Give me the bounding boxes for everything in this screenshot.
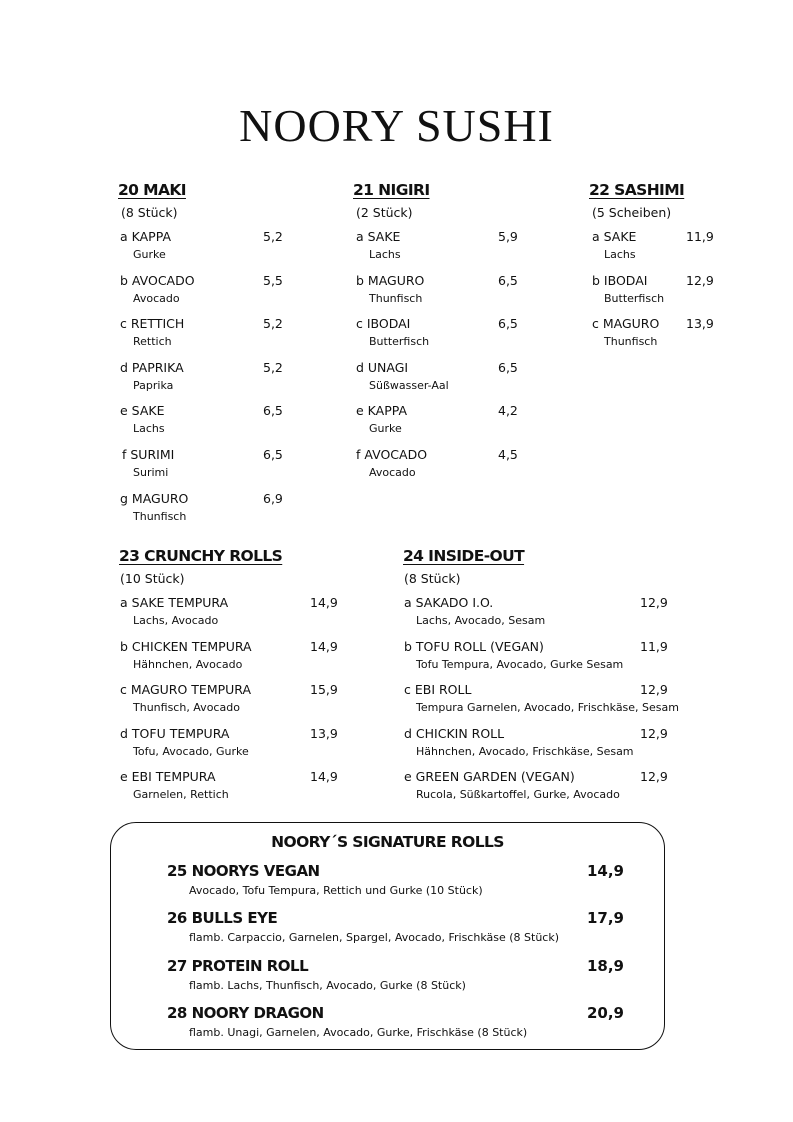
item-name: f AVOCADO bbox=[356, 446, 428, 462]
item-description: Avocado, Tofu Tempura, Rettich und Gurke (10 Stück) bbox=[189, 884, 483, 897]
item-name: c IBODAI bbox=[356, 316, 411, 332]
item-description: Butterfisch bbox=[604, 291, 665, 305]
signature-item bbox=[167, 862, 627, 898]
item-price: 6,9 bbox=[263, 490, 283, 506]
item-name: b TOFU ROLL (VEGAN) bbox=[404, 638, 544, 654]
item-name: e KAPPA bbox=[356, 403, 408, 419]
signature-item bbox=[167, 909, 627, 945]
item-description: Thunfisch bbox=[369, 291, 423, 305]
item-description: Gurke bbox=[369, 422, 402, 436]
item-price: 6,5 bbox=[263, 403, 283, 419]
item-description: Thunfisch bbox=[133, 509, 187, 523]
section-nigiri bbox=[353, 180, 533, 491]
item-price: 14,9 bbox=[310, 595, 338, 610]
item-description: Lachs, Avocado, Sesam bbox=[416, 614, 546, 627]
menu-item bbox=[589, 316, 769, 360]
menu-item bbox=[353, 273, 533, 317]
menu-item bbox=[353, 360, 533, 404]
item-price: 5,2 bbox=[263, 316, 283, 332]
item-price: 20,9 bbox=[586, 1004, 624, 1022]
item-name: a SAKADO I.O. bbox=[404, 595, 494, 610]
item-description: Tofu Tempura, Avocado, Gurke Sesam bbox=[416, 657, 624, 671]
menu-item bbox=[118, 316, 293, 360]
menu-item bbox=[403, 726, 703, 770]
section-inside-out bbox=[403, 546, 703, 813]
item-name: 27 PROTEIN ROLL bbox=[167, 957, 309, 975]
item-description: Lachs bbox=[133, 422, 165, 436]
item-price: 4,5 bbox=[498, 446, 518, 462]
section-maki bbox=[118, 180, 293, 534]
menu-item bbox=[119, 639, 349, 683]
menu-item bbox=[118, 447, 293, 491]
item-description: Hähnchen, Avocado, Frischkäse, Sesam bbox=[416, 744, 634, 758]
item-description: Lachs bbox=[604, 248, 636, 261]
item-price: 12,9 bbox=[640, 682, 668, 698]
item-name: d TOFU TEMPURA bbox=[120, 725, 230, 741]
item-price: 5,9 bbox=[498, 229, 518, 244]
item-name: e SAKE bbox=[120, 403, 165, 419]
menu-item bbox=[353, 403, 533, 447]
item-name: b IBODAI bbox=[592, 272, 648, 288]
signature-title: NOORY´S SIGNATURE ROLLS bbox=[271, 833, 504, 851]
item-price: 14,9 bbox=[310, 638, 338, 654]
item-name: c RETTICH bbox=[120, 316, 185, 332]
item-price: 11,9 bbox=[640, 638, 668, 654]
signature-item bbox=[167, 1004, 627, 1040]
item-price: 14,9 bbox=[310, 769, 338, 785]
item-name: c MAGURO bbox=[592, 316, 660, 332]
section-title: 23 CRUNCHY ROLLS bbox=[119, 547, 283, 565]
item-price: 12,9 bbox=[640, 769, 668, 785]
item-price: 18,9 bbox=[586, 957, 624, 975]
item-description: Gurke bbox=[133, 248, 166, 261]
item-name: e EBI TEMPURA bbox=[120, 769, 216, 785]
item-description: Surimi bbox=[133, 465, 169, 479]
section-title: 24 INSIDE-OUT bbox=[403, 547, 525, 565]
menu-item bbox=[353, 316, 533, 360]
page-title: NOORY SUSHI bbox=[239, 100, 554, 151]
item-description: Thunfisch bbox=[604, 335, 658, 349]
item-price: 5,2 bbox=[263, 229, 283, 244]
item-name: 25 NOORYS VEGAN bbox=[167, 862, 320, 880]
menu-item bbox=[118, 491, 293, 535]
item-name: 28 NOORY DRAGON bbox=[167, 1004, 324, 1022]
menu-item bbox=[353, 229, 533, 273]
item-name: d UNAGI bbox=[356, 359, 409, 375]
item-description: Lachs, Avocado bbox=[133, 614, 219, 627]
item-price: 15,9 bbox=[310, 682, 338, 698]
item-description: Tofu, Avocado, Gurke bbox=[133, 744, 249, 758]
menu-item bbox=[118, 273, 293, 317]
menu-item bbox=[119, 682, 349, 726]
menu-item bbox=[403, 769, 703, 813]
item-price: 6,5 bbox=[498, 316, 518, 332]
item-description: Avocado bbox=[133, 291, 180, 305]
item-description: Lachs bbox=[369, 248, 401, 261]
item-name: 26 BULLS EYE bbox=[167, 909, 278, 927]
item-price: 17,9 bbox=[586, 909, 624, 927]
item-price: 11,9 bbox=[686, 229, 714, 244]
item-description: Rettich bbox=[133, 335, 172, 349]
item-name: f SURIMI bbox=[122, 446, 175, 462]
item-name: b MAGURO bbox=[356, 272, 425, 288]
section-title: 22 SASHIMI bbox=[589, 181, 685, 199]
section-sashimi bbox=[589, 180, 769, 360]
item-description: Tempura Garnelen, Avocado, Frischkäse, Sesam bbox=[416, 701, 679, 715]
item-name: d PAPRIKA bbox=[120, 359, 184, 375]
menu-item bbox=[403, 682, 703, 726]
item-price: 13,9 bbox=[310, 725, 338, 741]
item-price: 5,5 bbox=[263, 272, 283, 288]
item-price: 14,9 bbox=[586, 862, 624, 880]
section-subtitle: (5 Scheiben) bbox=[592, 205, 672, 220]
section-subtitle: (8 Stück) bbox=[404, 571, 461, 586]
item-description: flamb. Unagi, Garnelen, Avocado, Gurke, Frischkäse (8 Stück) bbox=[189, 1026, 528, 1039]
item-name: b AVOCADO bbox=[120, 272, 195, 288]
item-description: flamb. Carpaccio, Garnelen, Spargel, Avocado, Frischkäse (8 Stück) bbox=[189, 931, 560, 944]
item-description: Hähnchen, Avocado bbox=[133, 657, 243, 671]
item-name: a KAPPA bbox=[120, 229, 171, 244]
menu-item bbox=[403, 595, 703, 639]
signature-rolls-box bbox=[110, 822, 665, 1050]
section-title: 20 MAKI bbox=[118, 181, 186, 199]
item-name: a SAKE TEMPURA bbox=[120, 595, 229, 610]
item-price: 12,9 bbox=[640, 595, 668, 610]
item-description: Butterfisch bbox=[369, 335, 430, 349]
item-price: 6,5 bbox=[498, 359, 518, 375]
item-description: Avocado bbox=[369, 465, 416, 479]
item-name: d CHICKIN ROLL bbox=[404, 725, 505, 741]
item-description: Paprika bbox=[133, 378, 174, 392]
item-description: Süßwasser-Aal bbox=[369, 378, 449, 392]
item-name: e GREEN GARDEN (VEGAN) bbox=[404, 769, 575, 785]
menu-item bbox=[589, 273, 769, 317]
item-name: g MAGURO bbox=[120, 490, 189, 506]
menu-item bbox=[589, 229, 769, 273]
item-name: c EBI ROLL bbox=[404, 682, 472, 698]
menu-item bbox=[403, 639, 703, 683]
item-price: 5,2 bbox=[263, 359, 283, 375]
item-description: Garnelen, Rettich bbox=[133, 788, 229, 802]
section-title: 21 NIGIRI bbox=[353, 181, 430, 199]
item-price: 12,9 bbox=[640, 725, 668, 741]
menu-item bbox=[118, 229, 293, 273]
item-price: 12,9 bbox=[686, 272, 714, 288]
item-name: c MAGURO TEMPURA bbox=[120, 682, 252, 698]
menu-item bbox=[353, 447, 533, 491]
menu-item bbox=[119, 769, 349, 813]
section-subtitle: (2 Stück) bbox=[356, 205, 413, 220]
item-name: b CHICKEN TEMPURA bbox=[120, 638, 252, 654]
item-name: a SAKE bbox=[356, 229, 401, 244]
item-description: Thunfisch, Avocado bbox=[133, 701, 240, 715]
item-price: 13,9 bbox=[686, 316, 714, 332]
menu-item bbox=[119, 595, 349, 639]
item-price: 4,2 bbox=[498, 403, 518, 419]
section-crunchy-rolls bbox=[119, 546, 349, 813]
item-description: Rucola, Süßkartoffel, Gurke, Avocado bbox=[416, 788, 620, 802]
item-price: 6,5 bbox=[263, 446, 283, 462]
section-subtitle: (8 Stück) bbox=[121, 205, 178, 220]
signature-item bbox=[167, 957, 627, 993]
item-price: 6,5 bbox=[498, 272, 518, 288]
menu-item bbox=[118, 360, 293, 404]
item-description: flamb. Lachs, Thunfisch, Avocado, Gurke (8 Stück) bbox=[189, 979, 466, 992]
item-name: a SAKE bbox=[592, 229, 637, 244]
menu-item bbox=[119, 726, 349, 770]
menu-item bbox=[118, 403, 293, 447]
section-subtitle: (10 Stück) bbox=[120, 571, 185, 586]
